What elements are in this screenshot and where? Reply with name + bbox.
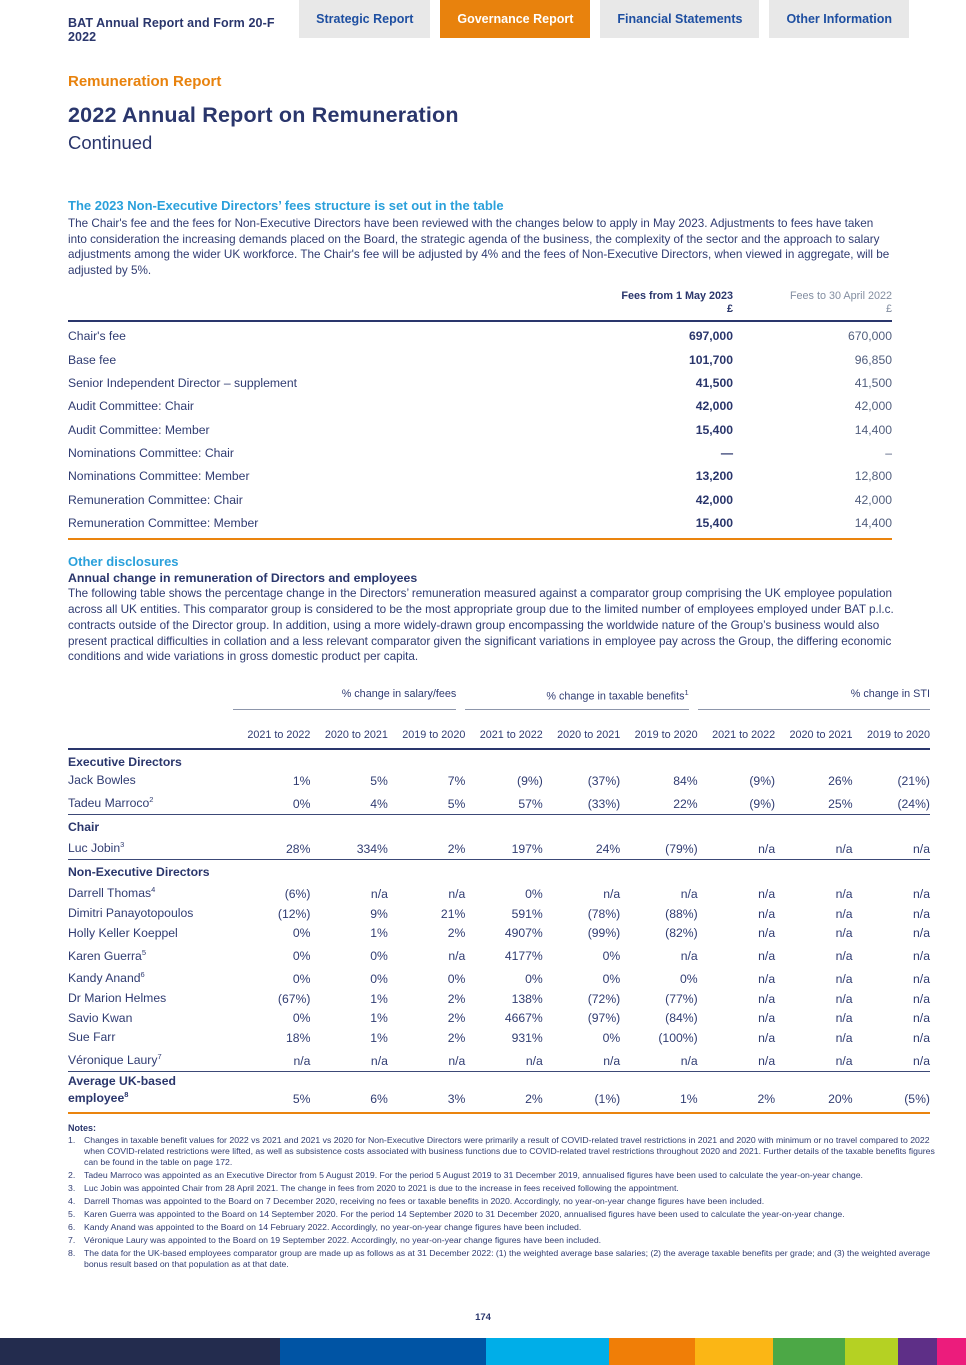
change-value: (24%) [897,796,930,811]
change-value: n/a [835,1030,853,1045]
note-number: 2. [68,1170,76,1181]
fee-previous-value: 96,850 [854,352,892,367]
change-table [68,688,930,1114]
note-item [68,1248,940,1270]
change-table-period-header [68,710,930,750]
change-value: 3% [447,1091,466,1106]
change-value: 0% [602,971,621,986]
period-header: 2021 to 2022 [479,728,543,741]
page-number: 174 [475,1312,491,1323]
fee-previous-value: 670,000 [847,329,892,344]
change-value: 1% [370,926,388,941]
fee-row-label: Remuneration Committee: Chair [68,492,243,507]
disclosures-intro-paragraph: The following table shows the percentage change in the Directors’ remuneration measured against a comparator group comprising the UK employee population across all UK entities. This comparator group is considered to be the most appropriate group due to the limited number of employees employed under BAT p.l.c. contracts outside of the Director group. In addition, using a more widely-drawn group encompassing the worldwide nature of the Group’s business would also present practical difficulties in collation and a less relevant comparator given the significant variations in employee pay across the Group, the differing economic conditions and wide variations in gross domestic product per capita. [68,587,894,664]
change-value: n/a [913,1053,930,1068]
period-header: 2021 to 2022 [712,728,776,741]
table-section-non-executive-directors [68,859,930,1071]
note-item [68,1222,940,1233]
change-value: n/a [758,971,776,986]
change-value: n/a [680,949,698,964]
director-name: Karen Guerra$^5$ [68,947,147,963]
change-value: (97%) [587,1011,621,1026]
section-tabs [299,0,909,38]
note-text: The data for the UK-based employees comparator group are made up as follows as at 31 December 2022: (1) the weighted average base salaries; (2) the average taxable benefits per grade; and (3) the weighted average bonus result based on that population as at that date. [84,1248,931,1270]
table-row [68,771,930,791]
notes-list [68,1135,940,1271]
period-header: 2019 to 2020 [402,728,466,741]
director-name: Darrell Thomas$^4$ [68,885,156,901]
change-value: 0% [292,949,311,964]
change-value: n/a [448,949,466,964]
table-row [68,904,930,924]
change-value: (78%) [587,906,621,921]
note-text: Véronique Laury was appointed to the Board on 19 September 2022. Accordingly, no year-on-year change figures have been included. [84,1235,602,1246]
period-header: 2020 to 2021 [557,728,621,741]
fee-previous-value: 42,000 [854,492,892,507]
change-value: n/a [758,1011,776,1026]
note-item [68,1183,940,1194]
change-table-group-header [68,688,930,710]
change-value: n/a [680,887,698,902]
table-row [68,395,892,418]
fee-current-value: — [720,445,733,460]
change-value: (67%) [277,991,311,1006]
fee-previous-value: 14,400 [854,422,892,437]
fees-table-header [68,290,892,322]
change-value: 2% [525,1091,543,1106]
note-number: 4. [68,1196,76,1207]
fees-table [68,290,892,541]
color-bar-segment [937,1338,966,1365]
change-value: 0% [370,971,388,986]
director-name: Tadeu Marroco$^2$ [68,794,154,811]
change-value: n/a [293,1053,311,1068]
change-value: n/a [758,1030,776,1045]
change-value: 4907% [504,926,543,941]
table-row [68,348,892,371]
change-value: 591% [511,906,543,921]
table-row [68,881,930,904]
table-row [68,989,930,1009]
fees-col-previous-header [733,290,892,317]
change-value: n/a [835,971,853,986]
change-value: 138% [511,991,543,1006]
change-value: (77%) [665,991,698,1006]
note-number: 8. [68,1248,76,1259]
change-value: n/a [913,841,930,856]
change-value: n/a [913,1030,930,1045]
change-value: (5%) [904,1091,930,1106]
change-value: n/a [913,971,930,986]
fees-col-current-currency: £ [726,303,733,316]
change-value: (88%) [665,906,698,921]
fees-intro-paragraph: The Chair's fee and the fees for Non-Executive Directors have been reviewed with the changes below to apply in May 2023. Adjustments to fees have taken into consideration the increasing demands placed on the Board, the strategic agenda of the business, the complexity of the sector and the approach to salary adjustments among the wider UK workforce. The Chair's fee will be adjusted by 4% and the fees of Non-Executive Directors, when viewed in aggregate, will be adjusted by 5%. [68,217,890,278]
table-section [68,1071,930,1109]
fees-table-body [68,322,892,541]
change-value: n/a [835,1053,853,1068]
fee-previous-value: 41,500 [854,376,892,391]
change-value: (84%) [665,1011,698,1026]
change-value: 0% [602,949,621,964]
change-value: (1%) [594,1091,621,1106]
change-value: 1% [370,991,388,1006]
table-row [68,371,892,394]
change-value: 4% [370,796,388,811]
director-name: Dimitri Panayotopoulos [68,906,194,921]
change-value: 26% [828,773,853,788]
director-name: Average UK-based employee$^8$ [68,1073,176,1106]
fee-current-value: 13,200 [695,469,733,484]
change-value: n/a [913,926,930,941]
change-value: n/a [603,1053,621,1068]
change-value: 197% [511,841,543,856]
change-value: (72%) [587,991,621,1006]
change-value: n/a [758,991,776,1006]
footer-color-bar [0,1338,966,1365]
fee-row-label: Nominations Committee: Chair [68,445,234,460]
director-name: Dr Marion Helmes [68,991,167,1006]
report-title: BAT Annual Report and Form 20-F 2022 [68,16,275,44]
change-value: 5% [370,773,388,788]
fee-current-value: 42,000 [695,399,733,414]
change-value: n/a [835,991,853,1006]
tab-governance-report[interactable]: Governance Report [440,0,590,38]
change-value: n/a [835,906,853,921]
note-text: Kandy Anand was appointed to the Board on 14 February 2022. Accordingly, no year-on-year change figures have been included. [84,1222,582,1233]
change-value: n/a [913,949,930,964]
table-row [68,791,930,814]
table-row [68,1048,930,1071]
change-value: 22% [673,796,698,811]
change-value: (99%) [587,926,621,941]
table-row [68,465,892,488]
director-name: Luc Jobin$^3$ [68,840,125,856]
color-bar-segment [486,1338,609,1365]
change-value: n/a [913,906,930,921]
change-value: 20% [828,1091,853,1106]
color-bar-segment [280,1338,486,1365]
change-value: n/a [835,1011,853,1026]
table-row [68,511,892,534]
change-value: n/a [448,1053,466,1068]
table-row [68,325,892,348]
change-value: n/a [370,887,388,902]
change-value: (100%) [658,1030,698,1045]
change-value: n/a [758,887,776,902]
change-value: n/a [525,1053,543,1068]
fees-col-current-header [573,290,733,317]
change-value: 0% [370,949,388,964]
section-title: Chair [68,819,100,834]
fee-row-label: Remuneration Committee: Member [68,515,259,530]
period-header: 2021 to 2022 [247,728,311,741]
note-item [68,1209,940,1220]
change-value: 0% [525,887,543,902]
change-value: n/a [835,887,853,902]
change-value: n/a [835,841,853,856]
change-value: (9%) [749,796,776,811]
director-name: Savio Kwan [68,1010,133,1025]
disclosures-subheading: Annual change in remuneration of Directors and employees [68,571,418,586]
director-name: Véronique Laury$^7$ [68,1052,162,1068]
fee-row-label: Senior Independent Director – supplement [68,376,297,391]
notes-heading: Notes: [68,1122,97,1133]
table-section-chair [68,814,930,859]
change-value: n/a [913,887,930,902]
change-value: (21%) [897,773,930,788]
change-value: n/a [758,841,776,856]
disclosures-heading: Other disclosures [68,554,179,570]
change-value: n/a [835,949,853,964]
table-row [68,943,930,966]
fee-previous-value: 42,000 [854,399,892,414]
change-value: 2% [447,1011,466,1026]
table-row [68,836,930,859]
table-row [68,1028,930,1048]
period-header: 2020 to 2021 [789,728,853,741]
change-value: 18% [286,1030,311,1045]
note-text: Luc Jobin was appointed Chair from 28 April 2021. The change in fees from 2020 to 2021 is due to the increase in fees received following the appointment. [84,1183,679,1194]
note-number: 6. [68,1222,76,1233]
change-value: 0% [525,971,543,986]
section-title: Non-Executive Directors [68,864,210,879]
change-value: 2% [447,991,466,1006]
change-value: 9% [370,906,388,921]
note-text: Karen Guerra was appointed to the Board on 14 September 2020. For the period 14 September 2020 to 31 December 2020, annualised figures have been used to calculate the year-on-year change. [84,1209,845,1220]
fee-row-label: Audit Committee: Member [68,422,210,437]
change-value: n/a [758,1053,776,1068]
fees-section [0,198,966,540]
director-name: Sue Farr [68,1030,116,1045]
change-value: n/a [758,949,776,964]
tab-financial-statements[interactable]: Financial Statements [600,0,759,38]
tab-strategic-report[interactable]: Strategic Report [299,0,430,38]
fee-row-label: Audit Committee: Chair [68,399,194,414]
note-text: Changes in taxable benefit values for 2022 vs 2021 and 2021 vs 2020 for Non-Executive Directors were primarily a result of COVID-related travel restrictions in 2021 and 2020 with minimum or no travel compared to 2022 when COVID-related restrictions were lifted, as well as subsistence costs associated with business functions due to COVID-related travel restrictions throughout 2020 and 2021. Further details of the taxable benefits figures can be found in the table on page 172. [84,1134,935,1168]
section-title: Executive Directors [68,754,182,769]
director-name: Kandy Anand$^6$ [68,970,145,986]
fees-col-previous-label: Fees to 30 April 2022 [789,289,892,302]
fee-current-value: 41,500 [695,376,733,391]
notes-section [68,1123,940,1271]
change-value: 21% [440,906,466,921]
change-value: 0% [292,1011,311,1026]
change-value: 334% [356,841,388,856]
change-value: 5% [292,1091,311,1106]
director-name: Jack Bowles [68,773,136,788]
change-value: (33%) [587,796,621,811]
fee-current-value: 697,000 [688,329,733,344]
note-item [68,1170,940,1181]
director-name: Holly Keller Koeppel [68,925,178,940]
change-value: 4667% [504,1011,543,1026]
change-table-body [68,750,930,1109]
change-value: 1% [370,1011,388,1026]
table-row [68,924,930,944]
fee-previous-value: 12,800 [854,469,892,484]
change-value: 84% [673,773,698,788]
period-header: 2020 to 2021 [324,728,388,741]
change-value: n/a [603,887,621,902]
color-bar-segment [0,1338,280,1365]
change-value: 2% [447,926,466,941]
note-item [68,1235,940,1246]
change-value: 2% [447,841,466,856]
fee-current-value: 101,700 [688,352,733,367]
table-row [68,1072,930,1109]
change-value: (6%) [284,887,311,902]
group-header-change-in-sti: % change in STI [698,688,930,710]
note-number: 1. [68,1134,76,1145]
change-value: (79%) [665,841,698,856]
note-number: 5. [68,1209,76,1220]
change-value: 57% [518,796,543,811]
period-header-spacer [68,729,233,741]
change-value: (9%) [749,773,776,788]
period-header: 2019 to 2020 [634,728,698,741]
change-value: 24% [595,841,621,856]
top-bar [0,0,966,44]
period-header: 2019 to 2020 [866,728,930,741]
change-value: 28% [286,841,311,856]
change-value: 1% [370,1030,388,1045]
fee-row-label: Chair's fee [68,329,126,344]
note-text: Darrell Thomas was appointed to the Board on 7 December 2020, receiving no fees or taxable benefits in 2020. Accordingly, no year-on-year change figures have been included. [84,1196,765,1207]
fee-row-label: Base fee [68,352,117,367]
change-value: 2% [757,1091,776,1106]
color-bar-segment [845,1338,898,1365]
change-value: (12%) [277,906,311,921]
change-value: 0% [602,1030,621,1045]
section-label: Remuneration Report [68,73,222,90]
fee-previous-value: 14,400 [854,515,892,530]
change-value: n/a [835,926,853,941]
change-value: n/a [370,1053,388,1068]
change-value: 7% [447,773,466,788]
change-value: 6% [370,1091,388,1106]
change-value: (9%) [517,773,543,788]
change-value: 5% [447,796,466,811]
change-value: 0% [292,796,311,811]
fee-current-value: 15,400 [695,422,733,437]
fees-col-current-label: Fees from 1 May 2023 [621,289,733,302]
fee-current-value: 42,000 [695,492,733,507]
group-header-change-in-salary-fees: % change in salary/fees [233,688,456,710]
disclosures-section [0,554,966,1113]
change-value: 1% [292,773,311,788]
change-value: 931% [511,1030,543,1045]
change-value: 1% [680,1091,698,1106]
change-value: (37%) [587,773,621,788]
table-row [68,441,892,464]
color-bar-segment [898,1338,937,1365]
change-value: n/a [680,1053,698,1068]
table-row [68,1009,930,1029]
change-value: 0% [292,926,311,941]
fee-row-label: Nominations Committee: Member [68,469,250,484]
fees-heading: The 2023 Non-Executive Directors’ fees structure is set out in the table [68,198,504,213]
note-number: 3. [68,1183,76,1194]
change-value: n/a [913,1011,930,1026]
note-item [68,1196,940,1207]
group-header-change-in-taxable-benefits: % change in taxable benefits$^1$ [465,688,688,710]
note-item [68,1135,940,1169]
change-value: (82%) [665,926,698,941]
fee-previous-value: – [885,445,892,460]
note-number: 7. [68,1235,76,1246]
page-title: 2022 Annual Report on Remuneration [68,103,459,127]
change-value: 2% [447,1030,466,1045]
color-bar-segment [773,1338,845,1365]
fee-current-value: 15,400 [695,515,733,530]
color-bar-segment [609,1338,696,1365]
change-value: n/a [758,906,776,921]
change-value: 0% [292,971,311,986]
group-header-spacer [68,688,233,710]
page-subtitle: Continued [68,132,153,153]
change-value: 25% [828,796,853,811]
tab-other-information[interactable]: Other Information [769,0,909,38]
color-bar-segment [695,1338,772,1365]
change-value: n/a [448,887,466,902]
table-row [68,966,930,989]
change-value: 0% [447,971,466,986]
change-value: n/a [913,991,930,1006]
change-value: 4177% [504,949,543,964]
table-section-executive-directors [68,750,930,814]
table-row [68,488,892,511]
note-text: Tadeu Marroco was appointed as an Executive Director from 5 August 2019. For the period 5 August 2019 to 31 December 2019, annualised figures have been used to calculate the year-on-year change. [84,1170,863,1181]
change-value: 0% [680,971,698,986]
table-row [68,418,892,441]
change-value: n/a [758,926,776,941]
fees-col-previous-currency: £ [885,303,892,316]
